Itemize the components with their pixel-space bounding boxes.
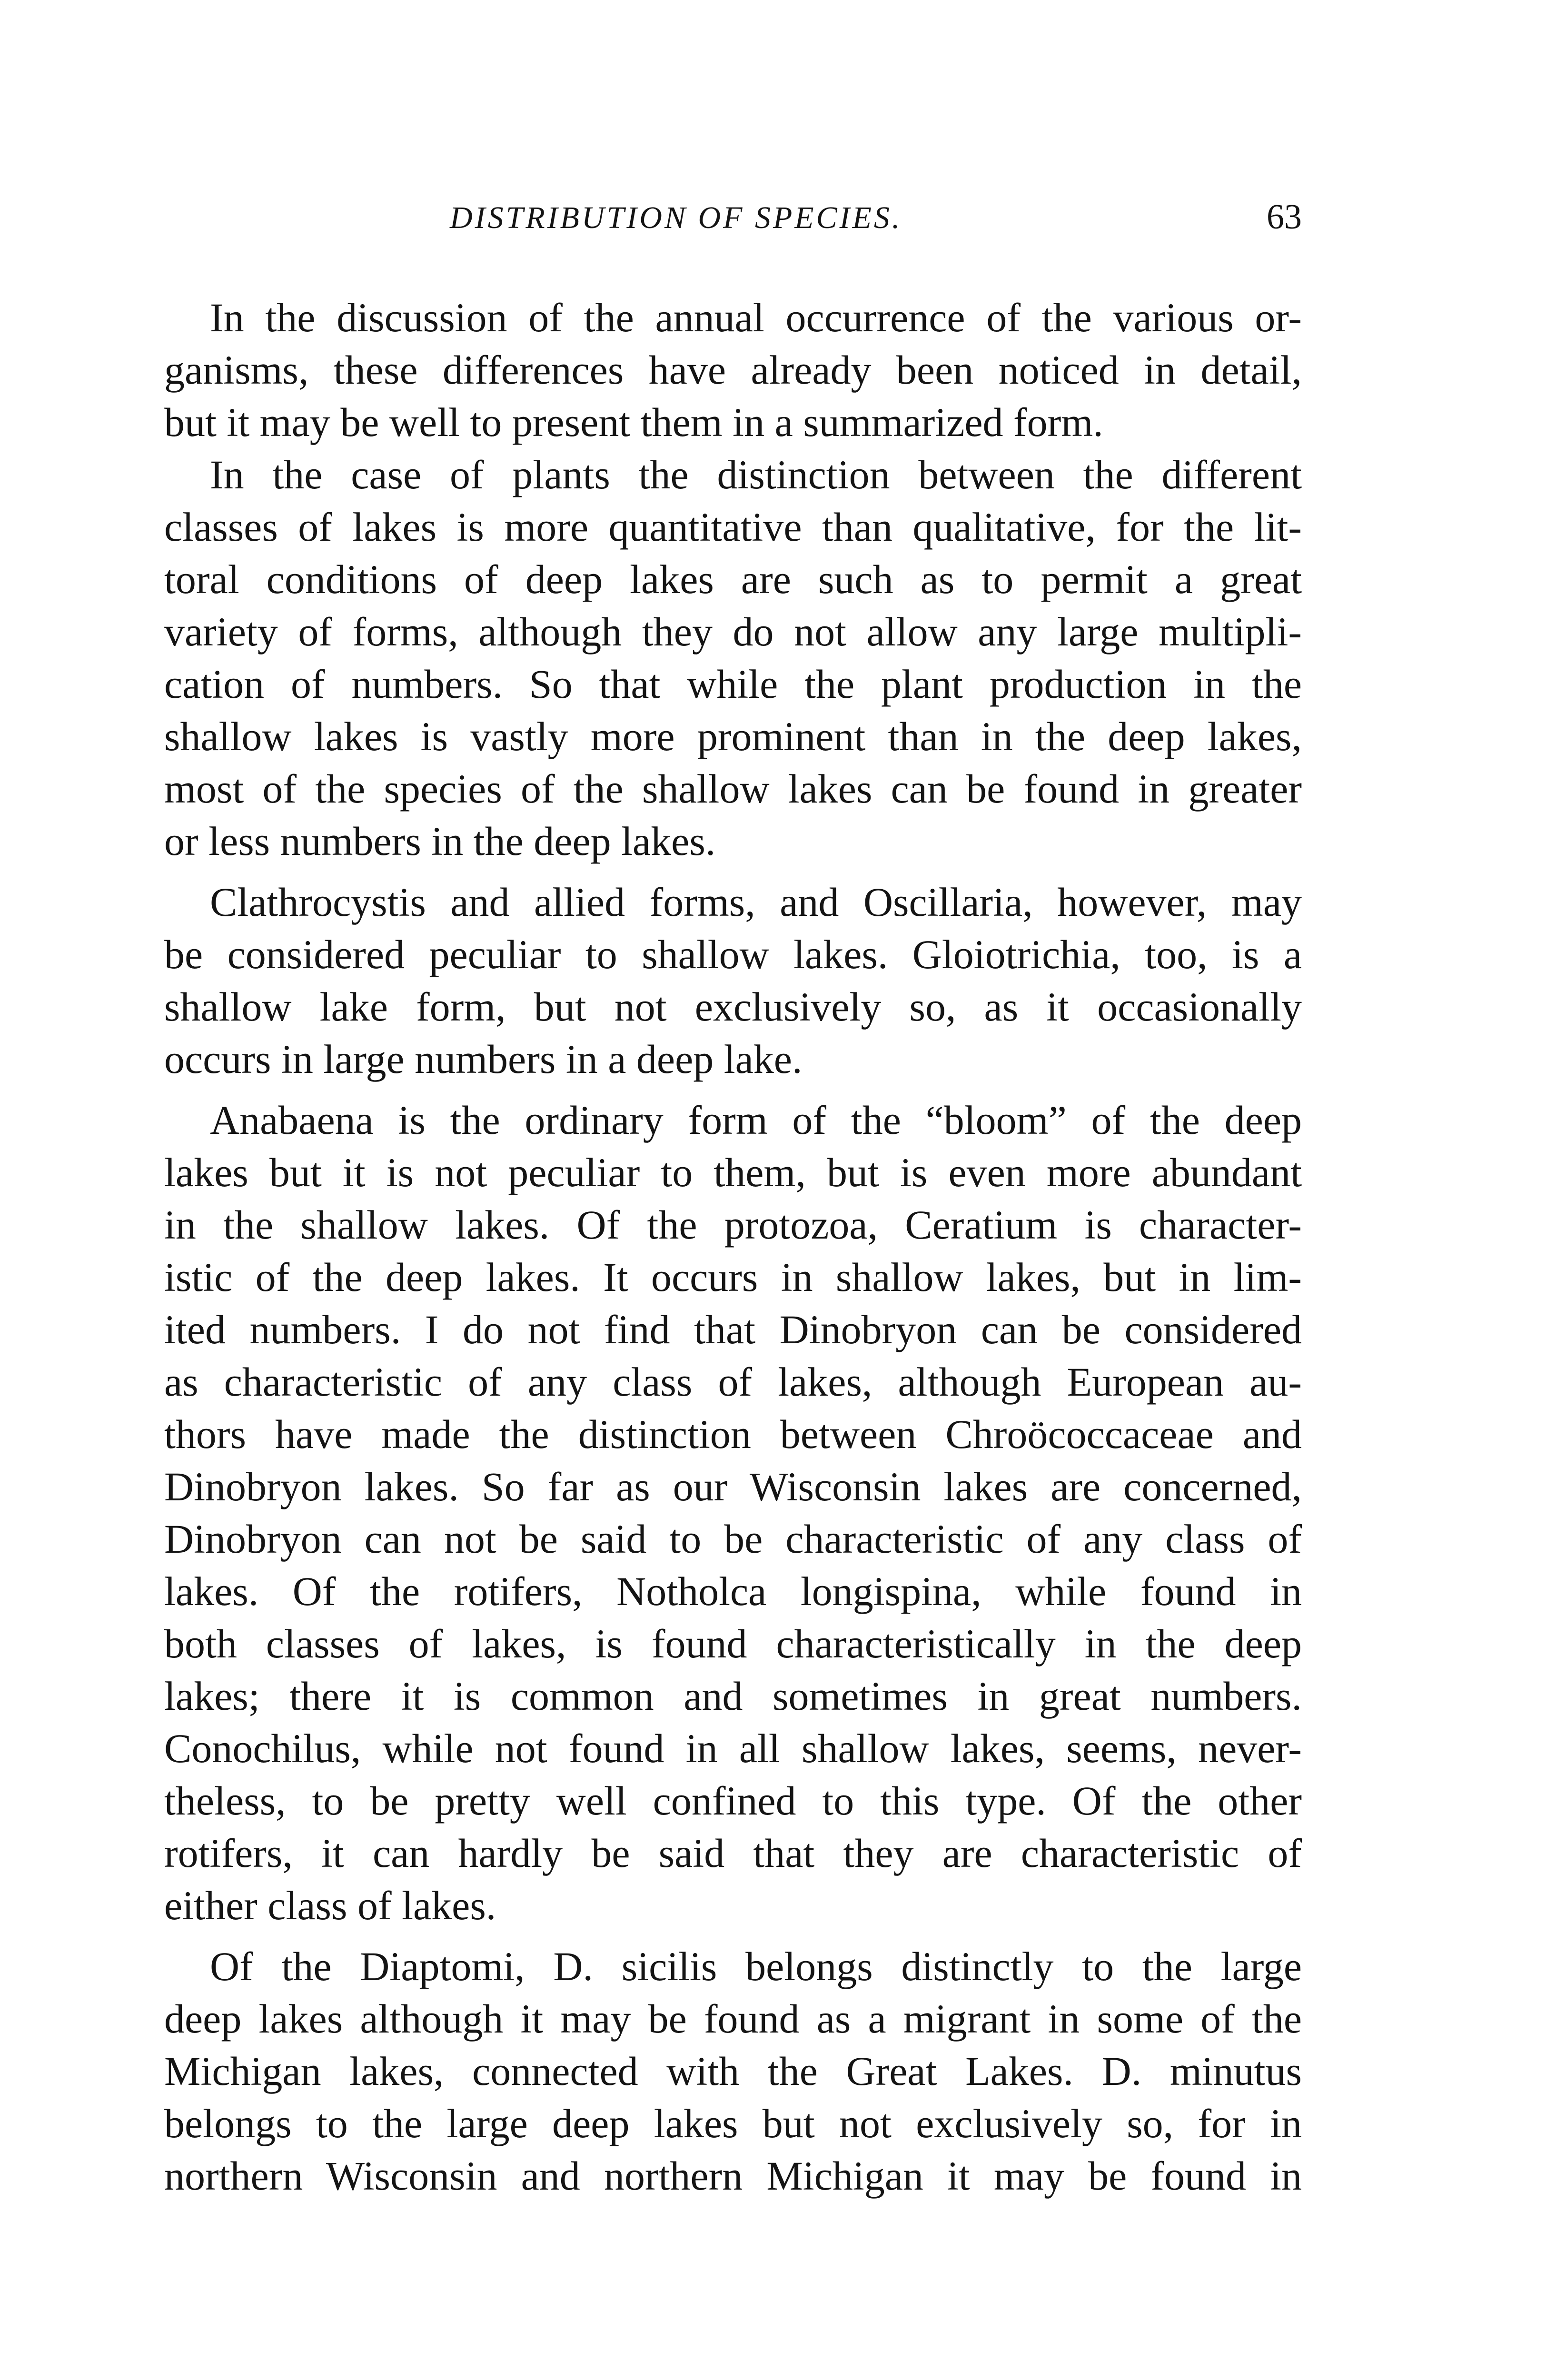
text-line: In the case of plants the distinction between the different <box>210 452 1302 497</box>
paragraph <box>164 448 1302 867</box>
running-head: DISTRIBUTION OF SPECIES. <box>450 200 902 235</box>
text-line: both classes of lakes, is found characteristically in the deep <box>164 1621 1302 1666</box>
paragraph <box>164 1940 1302 2202</box>
text-line: variety of forms, although they do not allow any large multipli- <box>164 609 1302 654</box>
text-line: toral conditions of deep lakes are such as to permit a great <box>164 556 1302 602</box>
text-line: lakes but it is not peculiar to them, but is even more abundant <box>164 1150 1302 1195</box>
text-line: either class of lakes. <box>164 1883 496 1928</box>
paragraph <box>164 291 1302 448</box>
text-line: shallow lakes is vastly more prominent than in the deep lakes, <box>164 714 1302 759</box>
text-line: Michigan lakes, connected with the Great Lakes. D. minutus <box>164 2048 1302 2094</box>
paragraph <box>164 876 1302 1085</box>
text-line: shallow lake form, but not exclusively so, as it occasionally <box>164 984 1302 1030</box>
text-line: lakes. Of the rotifers, Notholca longispina, while found in <box>164 1568 1302 1614</box>
text-line: Dinobryon lakes. So far as our Wisconsin lakes are concerned, <box>164 1464 1302 1509</box>
text-line: Conochilus, while not found in all shallow lakes, seems, never- <box>164 1726 1302 1771</box>
text-line: rotifers, it can hardly be said that they are characteristic of <box>164 1830 1302 1876</box>
text-line: Clathrocystis and allied forms, and Oscillaria, however, may <box>210 879 1302 925</box>
text-line: occurs in large numbers in a deep lake. <box>164 1036 803 1082</box>
text-line: Of the Diaptomi, D. sicilis belongs distinctly to the large <box>210 1944 1302 1989</box>
text-line: northern Wisconsin and northern Michigan it may be found in <box>164 2153 1302 2199</box>
text-line: thors have made the distinction between Chroöcoccaceae and <box>164 1411 1302 1457</box>
text-line: In the discussion of the annual occurrence of the various or- <box>210 295 1302 340</box>
paragraph <box>164 1094 1302 1932</box>
text-line: ganisms, these differences have already been noticed in detail, <box>164 347 1302 393</box>
text-line: most of the species of the shallow lakes can be found in greater <box>164 766 1302 812</box>
text-line: classes of lakes is more quantitative than qualitative, for the lit- <box>164 504 1302 550</box>
text-line: in the shallow lakes. Of the protozoa, Ceratium is character- <box>164 1202 1302 1248</box>
text-line: but it may be well to present them in a summarized form. <box>164 399 1103 445</box>
text-line: istic of the deep lakes. It occurs in shallow lakes, but in lim- <box>164 1254 1302 1300</box>
text-line: be considered peculiar to shallow lakes. Gloiotrichia, too, is a <box>164 932 1302 977</box>
page-header <box>164 200 1302 252</box>
text-line: belongs to the large deep lakes but not exclusively so, for in <box>164 2101 1302 2146</box>
text-line: deep lakes although it may be found as a migrant in some of the <box>164 1996 1302 2042</box>
text-line: cation of numbers. So that while the plant production in the <box>164 661 1302 707</box>
text-line: ited numbers. I do not find that Dinobryon can be considered <box>164 1307 1302 1352</box>
text-line: theless, to be pretty well confined to this type. Of the other <box>164 1778 1302 1824</box>
body-text <box>164 291 1302 2202</box>
text-line: lakes; there it is common and sometimes in great numbers. <box>164 1673 1302 1719</box>
text-line: Anabaena is the ordinary form of the “bloom” of the deep <box>210 1097 1302 1143</box>
text-line: or less numbers in the deep lakes. <box>164 818 716 864</box>
text-line: as characteristic of any class of lakes, although European au- <box>164 1359 1302 1405</box>
page-number: 63 <box>1267 198 1302 237</box>
text-line: Dinobryon can not be said to be characteristic of any class of <box>164 1516 1302 1562</box>
